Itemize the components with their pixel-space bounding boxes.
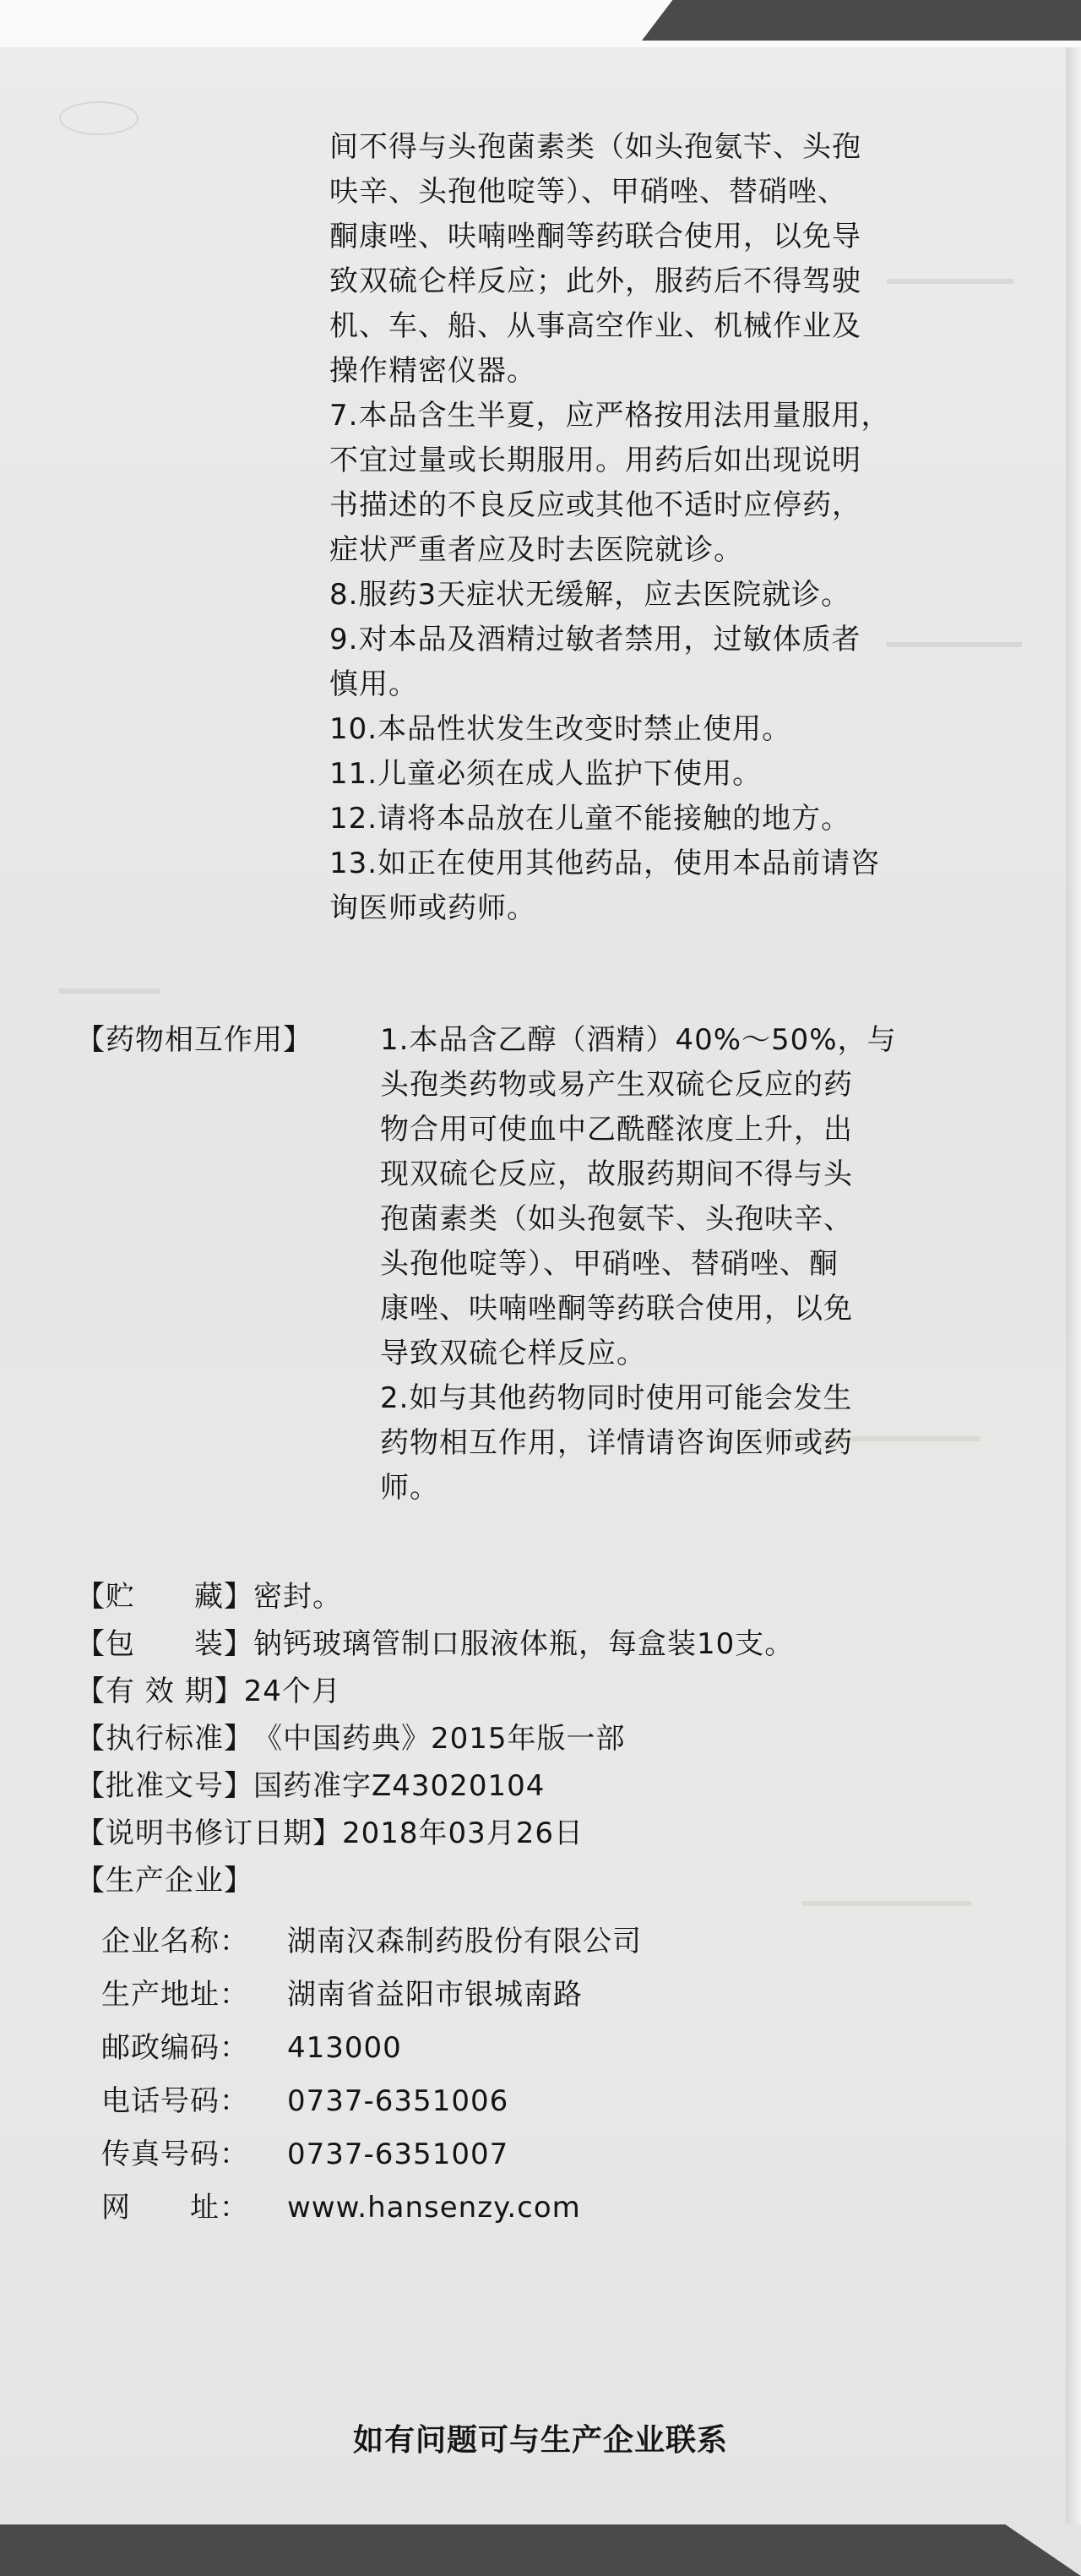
storage-row	[76, 1575, 1047, 1620]
website-row	[101, 2186, 581, 2230]
approval-label: 【批准文号】	[76, 1769, 253, 1803]
interaction-line: 头孢类药物或易产生双硫仑反应的药	[380, 1068, 853, 1102]
manufacturer-name-row	[101, 1920, 642, 1964]
top-dark-stripe	[642, 0, 1081, 41]
phone-value: 0737-6351006	[287, 2084, 509, 2118]
standard-row	[76, 1717, 1047, 1762]
storage-label: 【贮 藏】	[76, 1580, 253, 1614]
interaction-line: 康唑、呋喃唑酮等药联合使用，以免	[380, 1292, 853, 1326]
precaution-line: 呋辛、头孢他啶等）、甲硝唑、替硝唑、	[329, 175, 847, 209]
interaction-line: 2.如与其他药物同时使用可能会发生	[380, 1381, 853, 1415]
shelf-life-row	[76, 1669, 1047, 1714]
manufacturer-name-value: 湖南汉森制药股份有限公司	[287, 1925, 642, 1958]
bleed-through-mark	[59, 101, 139, 135]
precaution-line: 不宜过量或长期服用。用药后如出现说明	[329, 444, 861, 477]
precaution-line: 10.本品性状发生改变时禁止使用。	[329, 712, 792, 746]
shelf-life-value: 24个月	[243, 1675, 341, 1708]
precaution-line: 询医师或药师。	[329, 891, 536, 925]
fax-row	[101, 2132, 508, 2177]
interaction-line: 师。	[380, 1471, 439, 1505]
manufacturer-address-value: 湖南省益阳市银城南路	[287, 1978, 583, 2012]
interaction-line: 导致双硫仑样反应。	[380, 1337, 646, 1370]
manufacturer-label: 【生产企业】	[76, 1864, 253, 1898]
interaction-line: 药物相互作用，详情请咨询医师或药	[380, 1426, 853, 1460]
precaution-line: 书描述的不良反应或其他不适时应停药，	[329, 488, 861, 522]
precaution-line: 9.对本品及酒精过敏者禁用，过敏体质者	[329, 623, 861, 656]
storage-value: 密封。	[253, 1580, 342, 1614]
interaction-line: 1.本品含乙醇（酒精）40%～50%，与	[380, 1023, 897, 1057]
interactions-label: 【药物相互作用】	[76, 1023, 312, 1057]
package-value: 钠钙玻璃管制口服液体瓶，每盒装10支。	[253, 1627, 795, 1661]
interaction-line: 物合用可使血中乙酰醛浓度上升，出	[380, 1113, 853, 1146]
phone-row	[101, 2079, 508, 2124]
revision-date-row	[76, 1811, 1047, 1856]
postal-code-value: 413000	[287, 2031, 402, 2065]
package-label: 【包 装】	[76, 1627, 253, 1661]
postal-code-row	[101, 2026, 402, 2071]
precaution-line: 13.如正在使用其他药品，使用本品前请咨	[329, 847, 881, 880]
revision-date-value: 2018年03月26日	[342, 1816, 584, 1850]
precaution-line: 12.请将本品放在儿童不能接触的地方。	[329, 802, 851, 836]
manufacturer-name-key: 企业名称：	[101, 1925, 249, 1958]
website-value: www.hansenzy.com	[287, 2191, 581, 2225]
bleed-through-mark	[59, 988, 160, 994]
interactions-block	[380, 1018, 1022, 1511]
precaution-line: 机、车、船、从事高空作业、机械作业及	[329, 309, 861, 343]
precaution-line: 致双硫仑样反应；此外，服药后不得驾驶	[329, 264, 861, 298]
right-edge-shadow	[1066, 47, 1081, 2524]
revision-date-label: 【说明书修订日期】	[76, 1816, 342, 1850]
package-row	[76, 1622, 1047, 1667]
fax-key: 传真号码：	[101, 2138, 249, 2171]
precaution-line: 8.服药3天症状无缓解，应去医院就诊。	[329, 578, 851, 612]
precaution-line: 操作精密仪器。	[329, 354, 536, 388]
precaution-line: 7.本品含生半夏，应严格按用法用量服用，	[329, 399, 891, 433]
contact-footer: 如有问题可与生产企业联系	[352, 2423, 728, 2458]
interaction-line: 头孢他啶等）、甲硝唑、替硝唑、酮	[380, 1247, 839, 1281]
interaction-line: 现双硫仑反应，故服药期间不得与头	[380, 1157, 853, 1191]
interaction-line: 孢菌素类（如头孢氨苄、头孢呋辛、	[380, 1202, 853, 1236]
manufacturer-address-row	[101, 1973, 583, 2018]
precaution-line: 症状严重者应及时去医院就诊。	[329, 533, 743, 567]
standard-label: 【执行标准】	[76, 1722, 253, 1756]
postal-code-key: 邮政编码：	[101, 2031, 249, 2065]
precaution-line: 酮康唑、呋喃唑酮等药联合使用，以免导	[329, 220, 861, 253]
precaution-line: 间不得与头孢菌素类（如头孢氨苄、头孢	[329, 130, 861, 164]
precaution-line: 慎用。	[329, 667, 418, 701]
phone-key: 电话号码：	[101, 2084, 249, 2118]
approval-value: 国药准字Z43020104	[253, 1769, 546, 1803]
precautions-block	[329, 125, 1022, 931]
fax-value: 0737-6351007	[287, 2138, 509, 2171]
precaution-line: 11.儿童必须在成人监护下使用。	[329, 757, 763, 791]
standard-value: 《中国药典》2015年版一部	[253, 1722, 626, 1756]
approval-row	[76, 1764, 1047, 1809]
website-key: 网 址：	[101, 2191, 249, 2225]
bottom-dark-stripe	[0, 2524, 1081, 2576]
manufacturer-address-key: 生产地址：	[101, 1978, 249, 2012]
shelf-life-label: 【有 效 期】	[76, 1675, 244, 1708]
